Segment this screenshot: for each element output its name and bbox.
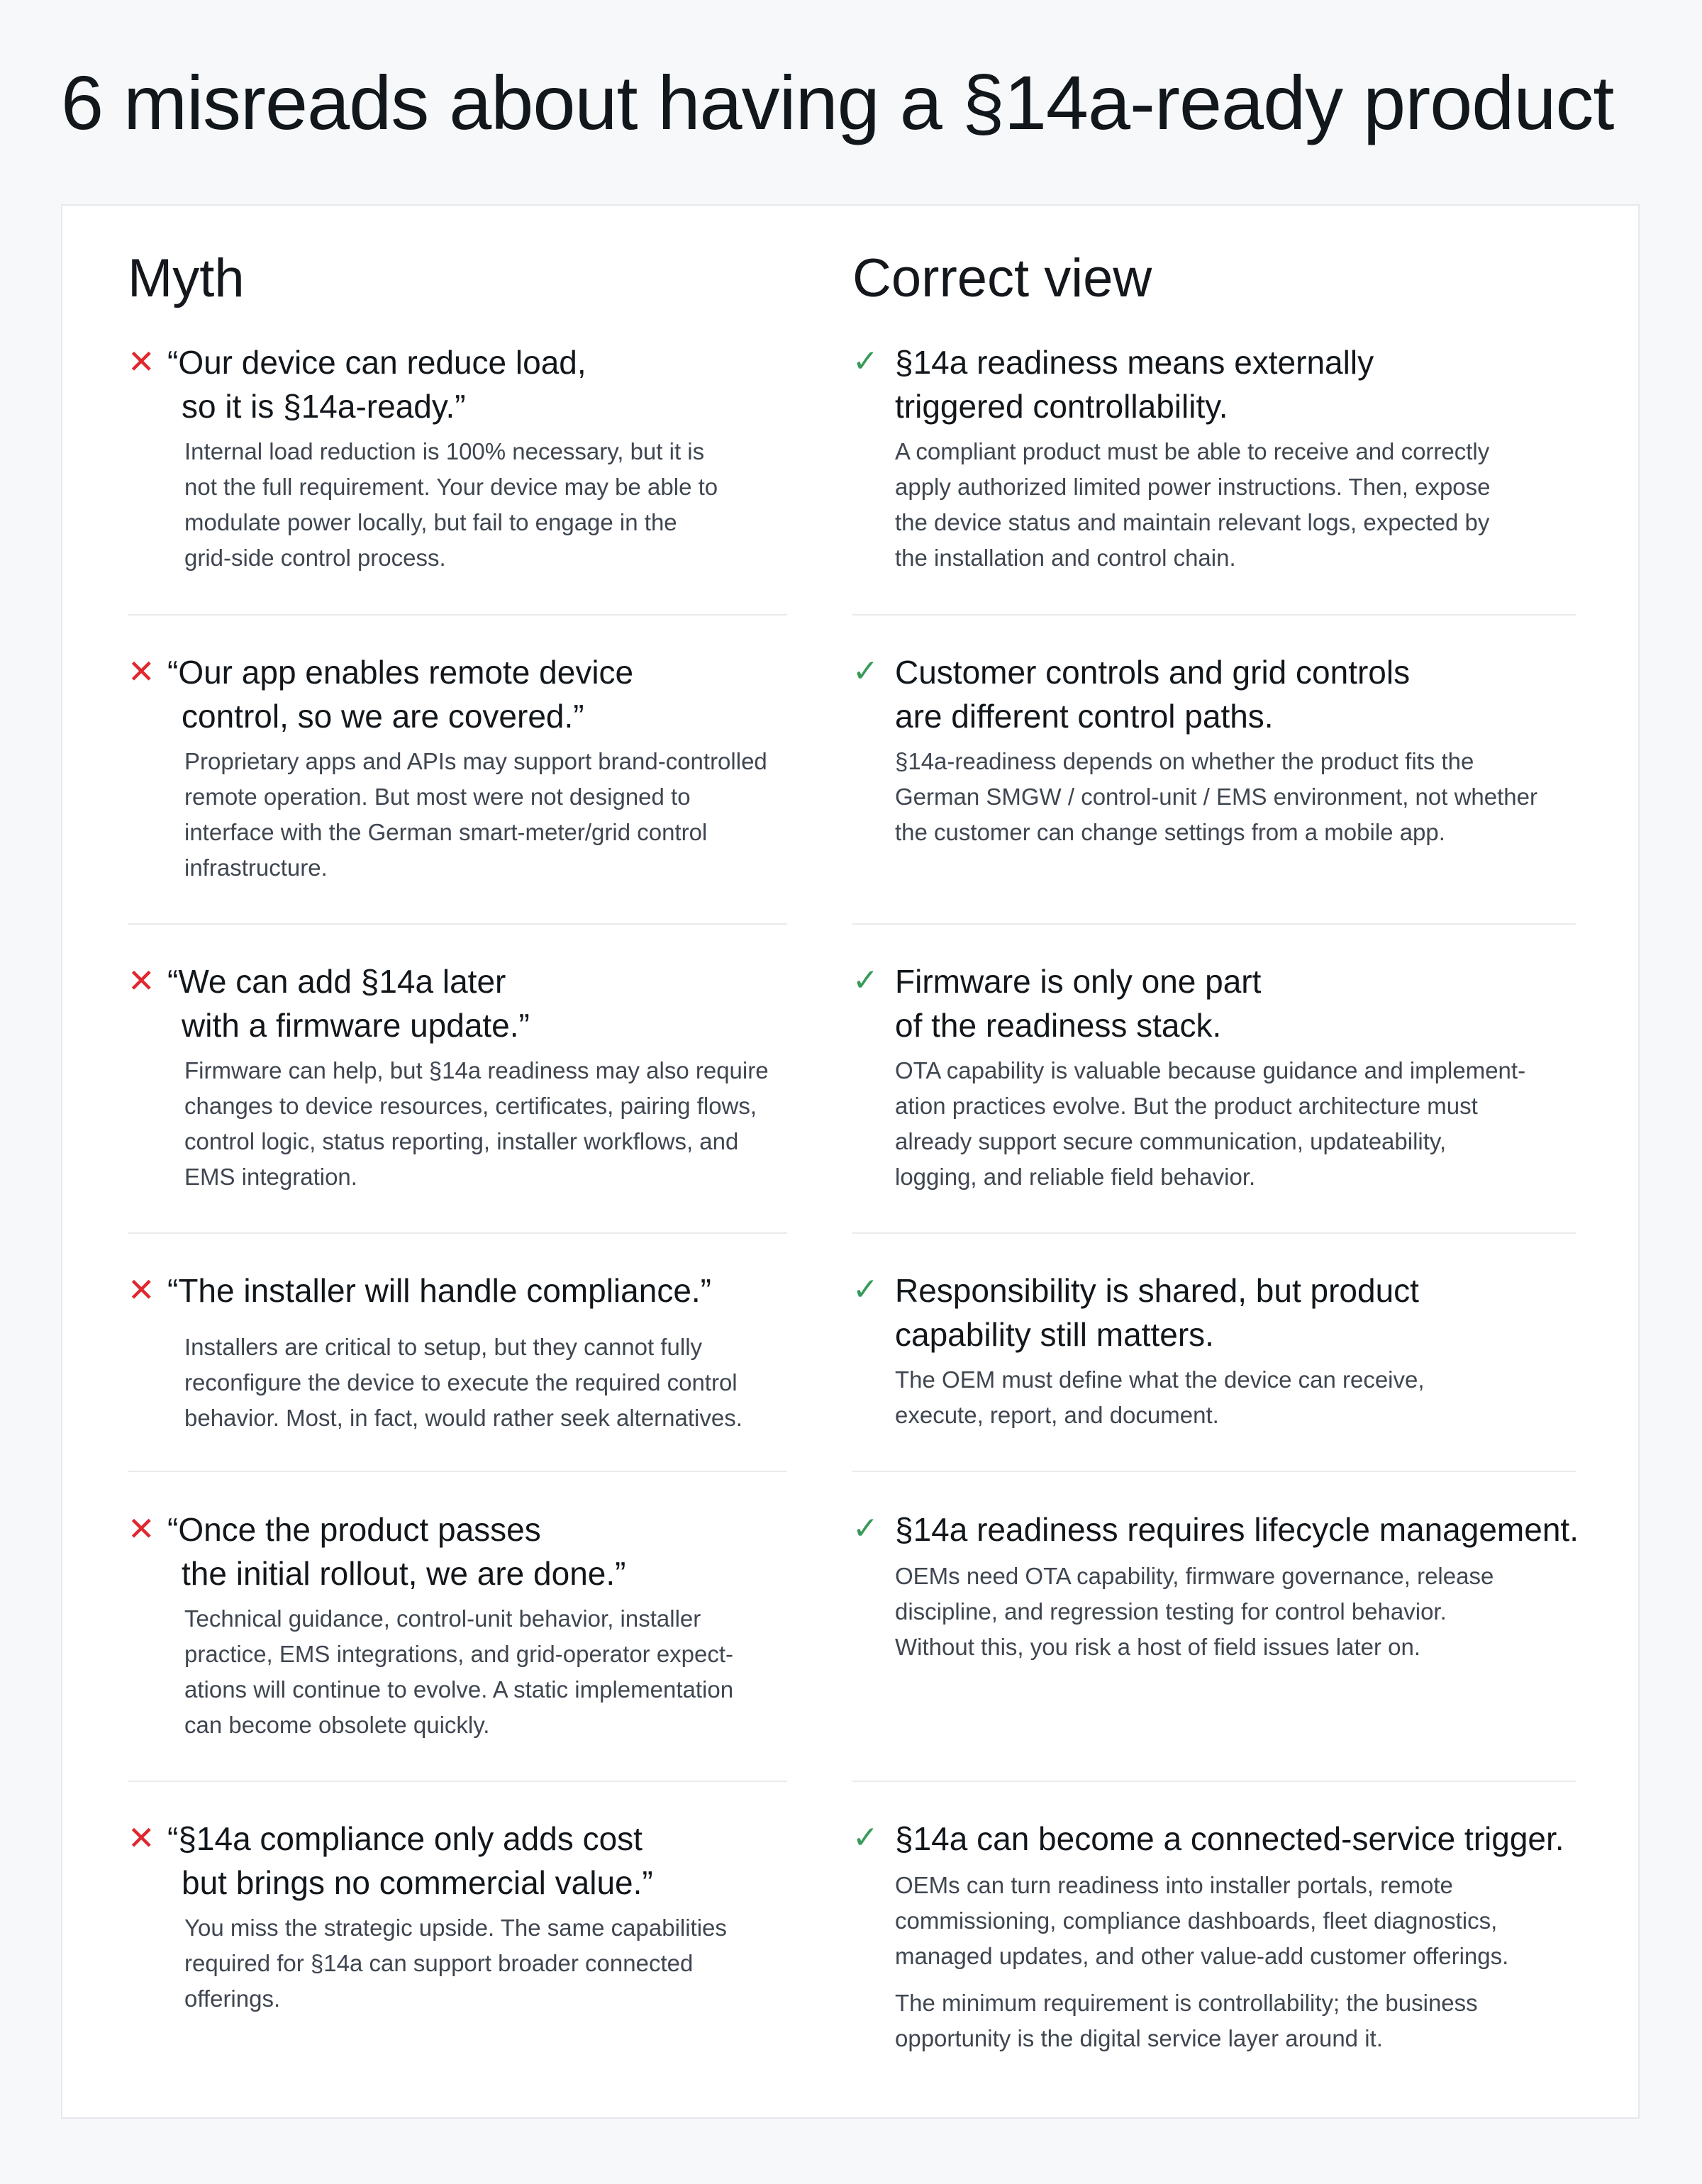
explanation-line: infrastructure. bbox=[184, 854, 328, 881]
explanation-line: You miss the strategic upside. The same capabilities bbox=[184, 1915, 727, 1941]
explanation-line: already support secure communication, updateability, bbox=[895, 1128, 1447, 1154]
correct-view-statement bbox=[895, 1817, 1564, 1861]
explanation-line: ation practices evolve. But the product architecture must bbox=[895, 1093, 1478, 1119]
correct-view-statement bbox=[895, 340, 1374, 428]
explanation-line: managed updates, and other value-add customer offerings. bbox=[895, 1943, 1509, 1969]
explanation-line: Installers are critical to setup, but they cannot fully bbox=[184, 1334, 703, 1360]
correct-view-explanation bbox=[895, 1559, 1494, 1665]
statement-line: triggered controllability. bbox=[895, 388, 1228, 425]
explanation-line: Internal load reduction is 100% necessary, but it is bbox=[184, 438, 705, 464]
explanation-line: the device status and maintain relevant logs, expected by bbox=[895, 509, 1490, 535]
myth-column-heading: Myth bbox=[128, 248, 245, 308]
explanation-line: Proprietary apps and APIs may support brand-controlled bbox=[184, 748, 767, 774]
statement-line: “We can add §14a later bbox=[167, 963, 506, 1000]
explanation-line: §14a-readiness depends on whether the product fits the bbox=[895, 748, 1474, 774]
correct-view-explanation bbox=[895, 1868, 1508, 1974]
statement-line: are different control paths. bbox=[895, 698, 1274, 735]
explanation-line: required for §14a can support broader connected bbox=[184, 1950, 694, 1976]
statement-line: Customer controls and grid controls bbox=[895, 654, 1411, 691]
explanation-line: Technical guidance, control-unit behavior, installer bbox=[184, 1605, 701, 1632]
statement-line: §14a readiness means externally bbox=[895, 344, 1374, 381]
correct-view-statement bbox=[895, 1508, 1579, 1551]
myth-statement bbox=[167, 650, 633, 738]
row-divider bbox=[128, 1232, 787, 1234]
statement-line: Firmware is only one part bbox=[895, 963, 1262, 1000]
statement-line: capability still matters. bbox=[895, 1316, 1214, 1353]
explanation-line: reconfigure the device to execute the required control bbox=[184, 1369, 738, 1395]
explanation-line: Without this, you risk a host of field issues later on. bbox=[895, 1634, 1421, 1660]
explanation-line: grid-side control process. bbox=[184, 545, 446, 571]
page-title: 6 misreads about having a §14a-ready product bbox=[61, 60, 1614, 145]
row-divider bbox=[128, 614, 787, 615]
cross-icon: ✕ bbox=[128, 1271, 155, 1308]
explanation-line: OEMs can turn readiness into installer portals, remote bbox=[895, 1872, 1453, 1898]
explanation-line: interface with the German smart-meter/grid control bbox=[184, 819, 708, 845]
statement-line: of the readiness stack. bbox=[895, 1007, 1222, 1044]
explanation-line: commissioning, compliance dashboards, fleet diagnostics, bbox=[895, 1907, 1498, 1934]
myth-statement bbox=[167, 340, 586, 428]
statement-line: “Once the product passes bbox=[167, 1511, 541, 1548]
explanation-line: offerings. bbox=[184, 1985, 281, 2012]
check-icon: ✓ bbox=[852, 1272, 879, 1307]
explanation-line: ations will continue to evolve. A static implementation bbox=[184, 1676, 734, 1703]
row-divider bbox=[852, 923, 1576, 925]
check-icon: ✓ bbox=[852, 963, 879, 998]
myth-explanation bbox=[184, 1601, 733, 1743]
correct-view-statement bbox=[895, 959, 1261, 1047]
row-divider bbox=[852, 1471, 1576, 1472]
explanation-line: OTA capability is valuable because guidance and implement- bbox=[895, 1057, 1526, 1083]
explanation-line: changes to device resources, certificates, pairing flows, bbox=[184, 1093, 757, 1119]
myth-explanation bbox=[184, 434, 718, 576]
statement-line: but brings no commercial value.” bbox=[182, 1864, 653, 1901]
explanation-line: behavior. Most, in fact, would rather seek alternatives. bbox=[184, 1405, 742, 1431]
myth-explanation bbox=[184, 1330, 742, 1436]
statement-line: “Our device can reduce load, bbox=[167, 344, 586, 381]
correct-view-explanation bbox=[895, 434, 1491, 576]
cross-icon: ✕ bbox=[128, 653, 155, 690]
explanation-line: German SMGW / control-unit / EMS environment, not whether bbox=[895, 784, 1538, 810]
myth-comparison-card bbox=[61, 204, 1640, 2119]
explanation-line: modulate power locally, but fail to engage in the bbox=[184, 509, 677, 535]
statement-line: control, so we are covered.” bbox=[182, 698, 584, 735]
explanation-line: EMS integration. bbox=[184, 1164, 357, 1190]
explanation-line: execute, report, and document. bbox=[895, 1402, 1219, 1428]
explanation-line: remote operation. But most were not designed to bbox=[184, 784, 691, 810]
statement-line: §14a readiness requires lifecycle management. bbox=[895, 1511, 1579, 1548]
check-icon: ✓ bbox=[852, 1820, 879, 1855]
row-divider bbox=[852, 614, 1576, 615]
myth-explanation bbox=[184, 1053, 769, 1195]
explanation-line: control logic, status reporting, installer workflows, and bbox=[184, 1128, 739, 1154]
explanation-line: The OEM must define what the device can receive, bbox=[895, 1366, 1425, 1393]
check-icon: ✓ bbox=[852, 344, 879, 379]
correct-view-explanation bbox=[895, 1362, 1425, 1433]
myth-statement bbox=[167, 1817, 653, 1905]
statement-line: Responsibility is shared, but product bbox=[895, 1272, 1419, 1309]
correct-view-note bbox=[895, 1985, 1478, 2056]
correct-view-column-heading: Correct view bbox=[852, 248, 1152, 308]
statement-line: so it is §14a-ready.” bbox=[182, 388, 466, 425]
correct-view-statement bbox=[895, 1269, 1419, 1356]
cross-icon: ✕ bbox=[128, 1510, 155, 1547]
myth-explanation bbox=[184, 744, 767, 886]
explanation-line: the installation and control chain. bbox=[895, 545, 1236, 571]
row-divider bbox=[128, 1471, 787, 1472]
cross-icon: ✕ bbox=[128, 962, 155, 999]
myth-statement bbox=[167, 1269, 711, 1313]
cross-icon: ✕ bbox=[128, 1820, 155, 1856]
explanation-line: logging, and reliable field behavior. bbox=[895, 1164, 1256, 1190]
explanation-line: OEMs need OTA capability, firmware governance, release bbox=[895, 1563, 1494, 1589]
statement-line: “The installer will handle compliance.” bbox=[167, 1272, 711, 1309]
row-divider bbox=[128, 923, 787, 925]
explanation-line: Firmware can help, but §14a readiness may also require bbox=[184, 1057, 769, 1083]
note-line: opportunity is the digital service layer around it. bbox=[895, 2025, 1383, 2051]
check-icon: ✓ bbox=[852, 654, 879, 689]
explanation-line: practice, EMS integrations, and grid-operator expect- bbox=[184, 1641, 734, 1667]
statement-line: with a firmware update.” bbox=[182, 1007, 530, 1044]
explanation-line: discipline, and regression testing for control behavior. bbox=[895, 1598, 1447, 1625]
check-icon: ✓ bbox=[852, 1511, 879, 1546]
myth-explanation bbox=[184, 1910, 727, 2017]
explanation-line: not the full requirement. Your device may be able to bbox=[184, 474, 718, 500]
correct-view-statement bbox=[895, 650, 1410, 738]
row-divider bbox=[128, 1781, 787, 1782]
statement-line: “§14a compliance only adds cost bbox=[167, 1820, 643, 1857]
row-divider bbox=[852, 1232, 1576, 1234]
correct-view-explanation bbox=[895, 1053, 1525, 1195]
explanation-line: A compliant product must be able to receive and correctly bbox=[895, 438, 1490, 464]
cross-icon: ✕ bbox=[128, 343, 155, 380]
statement-line: “Our app enables remote device bbox=[167, 654, 634, 691]
explanation-line: the customer can change settings from a mobile app. bbox=[895, 819, 1445, 845]
statement-line: §14a can become a connected-service trigger. bbox=[895, 1820, 1564, 1857]
note-line: The minimum requirement is controllability; the business bbox=[895, 1990, 1478, 2016]
row-divider bbox=[852, 1781, 1576, 1782]
myth-statement bbox=[167, 959, 530, 1047]
statement-line: the initial rollout, we are done.” bbox=[182, 1555, 626, 1592]
correct-view-explanation bbox=[895, 744, 1537, 850]
myth-statement bbox=[167, 1508, 625, 1595]
explanation-line: can become obsolete quickly. bbox=[184, 1712, 490, 1738]
explanation-line: apply authorized limited power instructions. Then, expose bbox=[895, 474, 1491, 500]
